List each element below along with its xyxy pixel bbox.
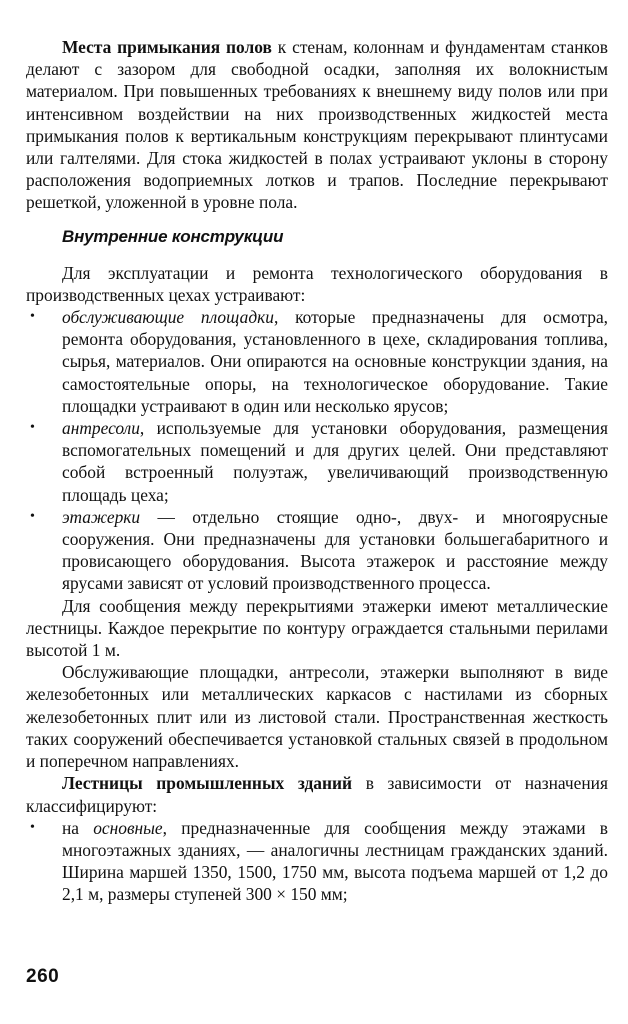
list-term: обслуживающие площадки [62,307,274,328]
paragraph-stairs [26,772,608,816]
stairs-list [26,817,608,906]
list-item [26,817,608,906]
list-prefix: на [62,817,94,838]
list-text: , используемые для установки оборудования, размещения вспомогательных помещений и для других целей. Они представляют собой встроенный полуэтаж, увеличивающий производственную площадь цеха; [62,418,608,505]
paragraph-intro: Для эксплуатации и ремонта технологического оборудования в производственных цехах устраивают: [26,262,608,305]
list-item [26,506,608,595]
paragraph-frames: Обслуживающие площадки, антресоли, этажерки выполняют в виде железобетонных или металлических каркасов с настилами из сборных железобетонных плит или из листовой стали. Пространственная жесткость таких сооружений обеспечивается установкой стальных связей в продольном и поперечном направлениях. [26,662,608,772]
list-item [26,417,608,506]
list-text: — отдельно стоящие одно-, двух- и многоярусные сооружения. Они предназначены для установки большегабаритного и провисающего оборудования. Высота этажерок и расстояние между ярусами зависят от условий производственного процесса. [62,506,608,594]
page-number: 260 [26,966,60,987]
bullet-icon: • [30,819,35,835]
section-heading: Внутренние конструкции [62,226,284,246]
paragraph-floor-junctions [26,36,608,214]
paragraph-text: в зависимости от назначения классифицируют: [26,773,608,816]
bold-lead: Лестницы промышленных зданий [62,773,353,794]
bullet-icon: • [30,420,35,436]
bold-lead: Места примыкания полов [62,37,272,57]
paragraph-text: к стенам, колоннам и фундаментам станков делают с зазором для свободной осадки, заполняя их волокнистым материалом. При повышенных требованиях к внешнему виду полов или при интенсивном воздействии на них производственных жидкостей места примыкания полов к вертикальным конструкциям перекрывают плинтусами или галтелями. Для стока жидкостей в полах устраивают уклоны в сторону расположения водоприемных лотков и трапов. Последние перекрывают решеткой, уложенной в уровне пола. [26,37,608,213]
list-term: основные [93,817,163,838]
list-term: этажерки [62,506,141,527]
list-item [26,306,608,417]
list-text: , которые предназначены для осмотра, ремонта оборудования, установленного в цехе, складирования топлива, сырья, материалов. Они опираются на основные конструкции здания, на самостоятельные опоры, на технологическое оборудование. Такие площадки устраивают в один или несколько ярусов; [62,307,609,416]
list-term: антресоли [62,418,140,439]
list-text: , предназначенные для сообщения между этажами в многоэтажных зданиях, — аналогичны лестницам гражданских зданий. Ширина маршей 1350, 1500, 1750 мм, высота подъема маршей от 1,2 до 2,1 м, размеры ступеней 300 × 150 мм; [62,817,608,905]
bullet-icon: • [30,508,35,524]
bullet-icon: • [30,309,35,325]
internal-structures-list [26,306,608,595]
paragraph-ladders: Для сообщения между перекрытиями этажерки имеют металлические лестницы. Каждое перекрытие по контуру ограждается стальными перилами высотой 1 м. [26,595,608,661]
